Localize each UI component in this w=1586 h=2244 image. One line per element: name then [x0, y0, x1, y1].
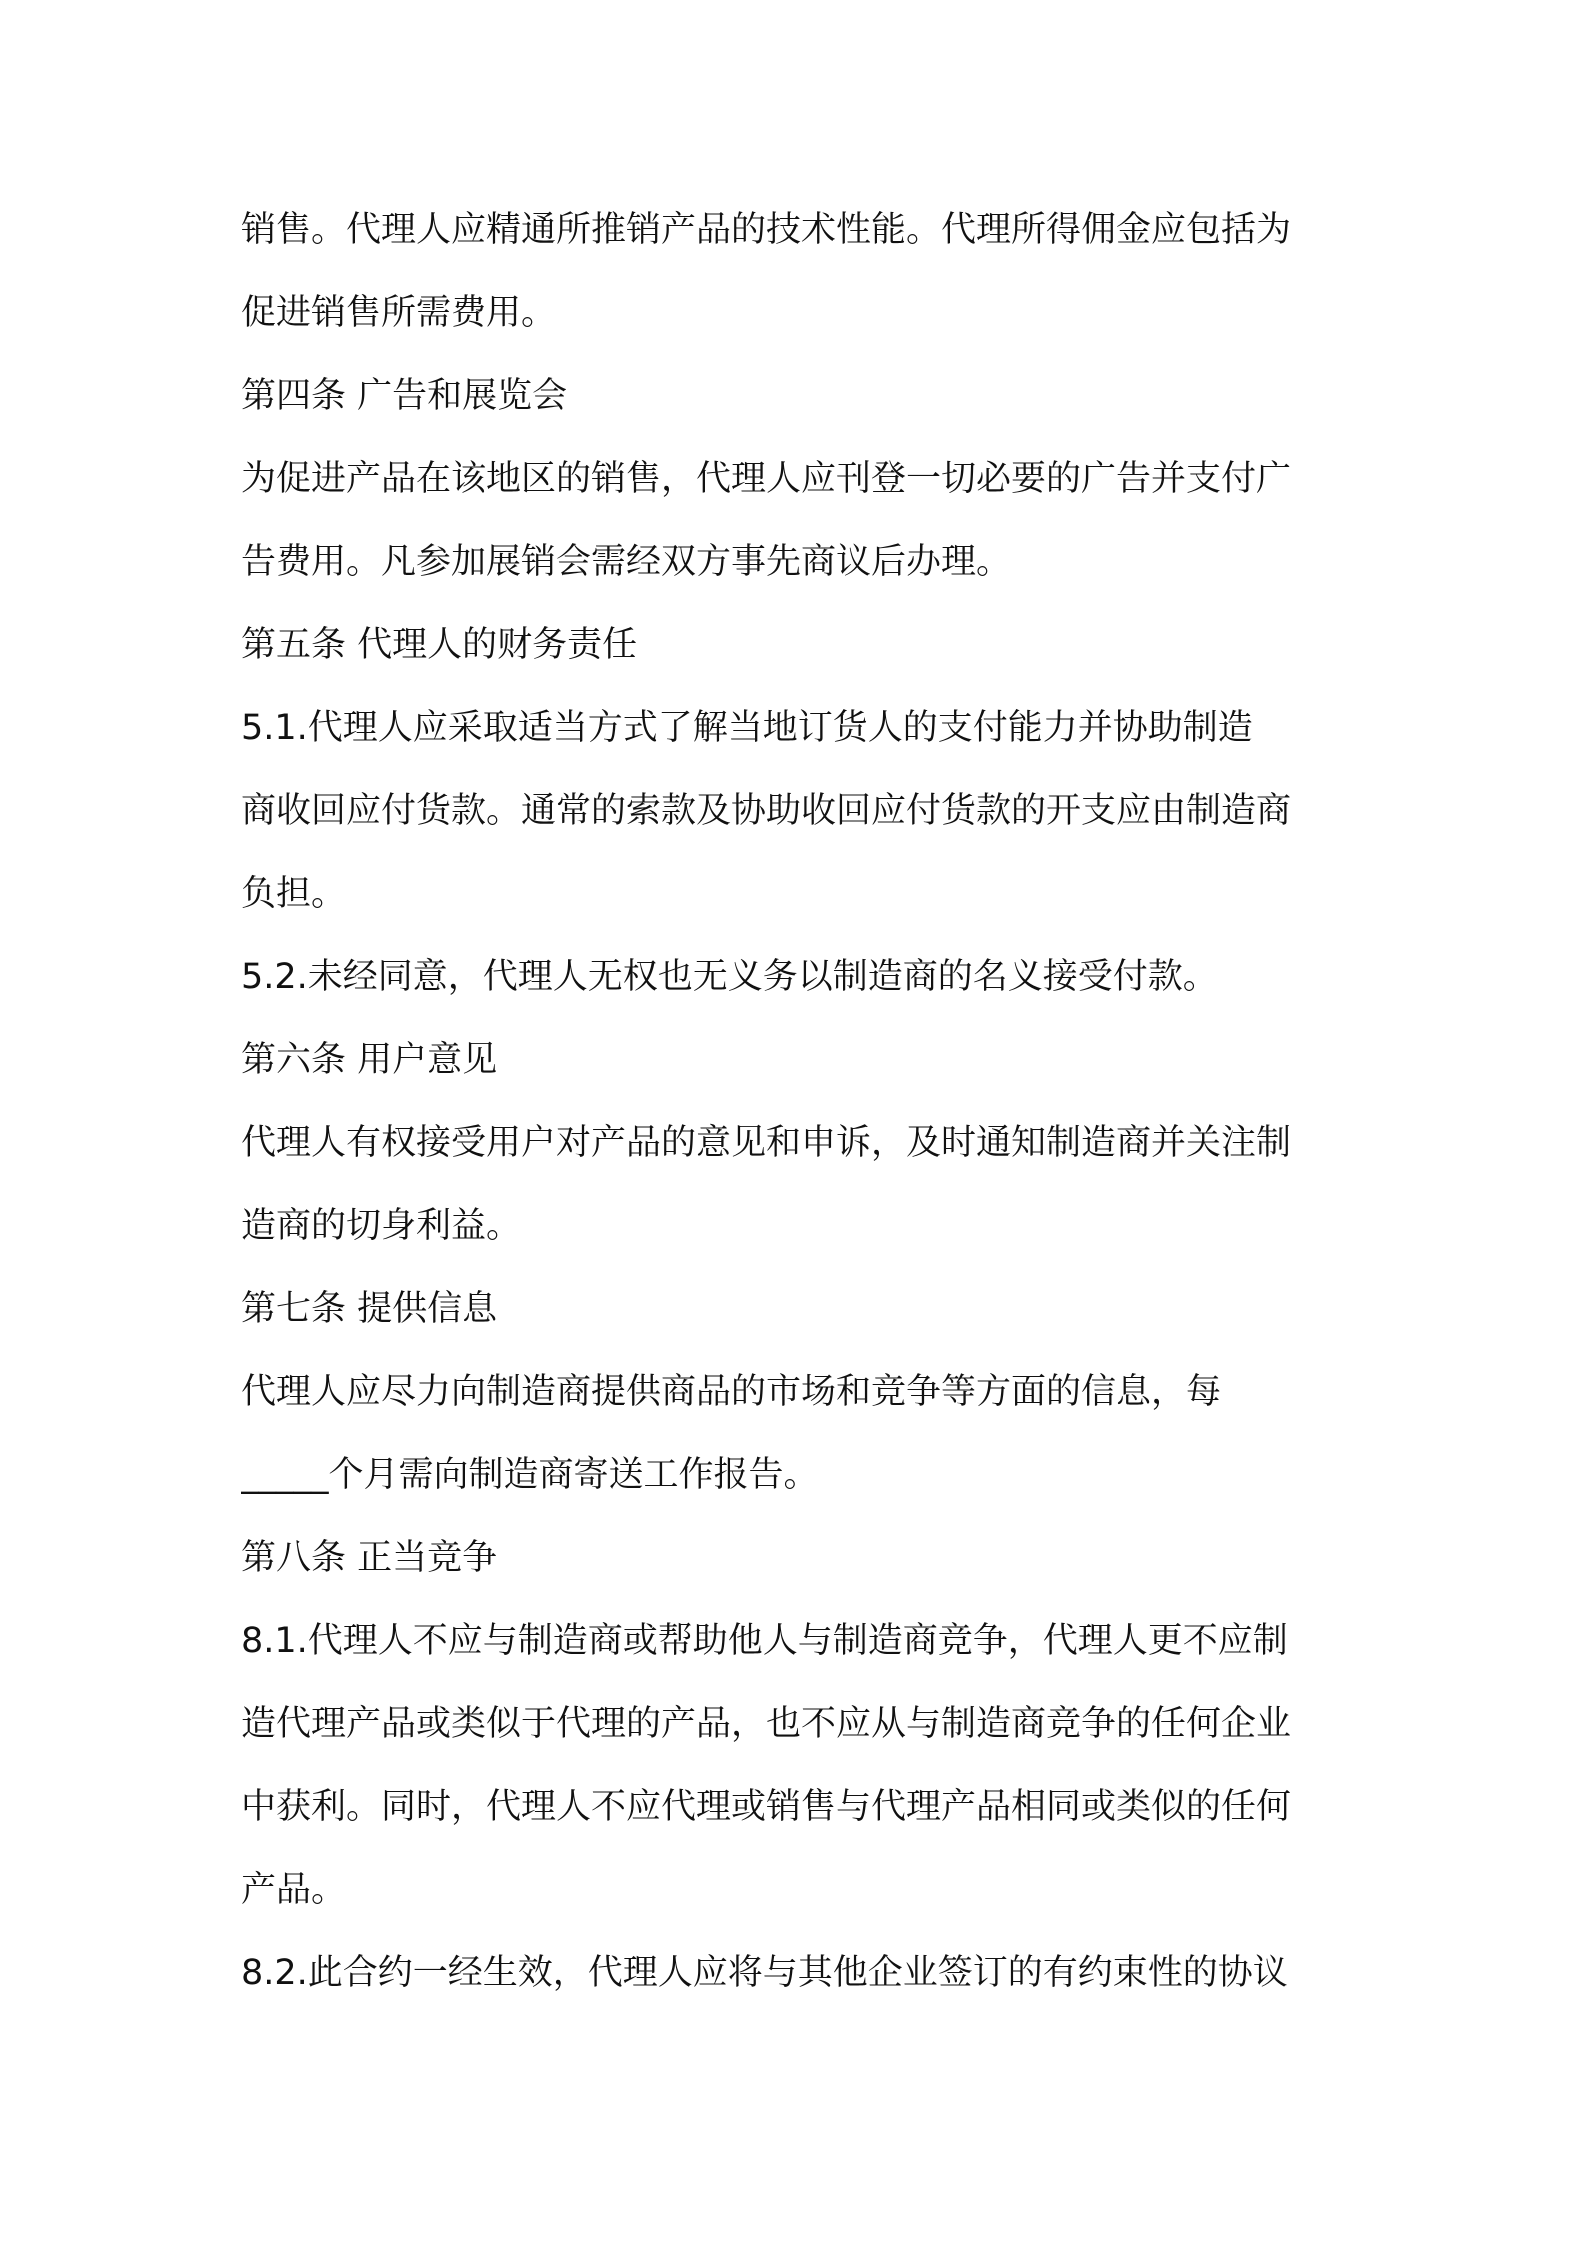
- text-line: 8.1.代理人不应与制造商或帮助他人与制造商竞争，代理人更不应制: [241, 1621, 1288, 1661]
- text-line: 8.2.此合约一经生效，代理人应将与其他企业签订的有约束性的协议: [241, 1953, 1288, 1993]
- text-line: 代理人有权接受用户对产品的意见和申诉，及时通知制造商并关注制: [241, 1123, 1292, 1163]
- section-heading-8: 第八条 正当竞争: [241, 1538, 498, 1578]
- section-heading-4: 第四条 广告和展览会: [241, 376, 568, 416]
- text-line-with-blank: _____个月需向制造商寄送工作报告。: [241, 1455, 819, 1495]
- text-line: 造代理产品或类似于代理的产品，也不应从与制造商竞争的任何企业: [241, 1704, 1292, 1744]
- section-heading-5: 第五条 代理人的财务责任: [241, 625, 638, 665]
- text-line: 负担。: [241, 874, 347, 914]
- text-line: 代理人应尽力向制造商提供商品的市场和竞争等方面的信息，每: [241, 1372, 1222, 1412]
- text-line: 5.2.未经同意，代理人无权也无义务以制造商的名义接受付款。: [241, 957, 1218, 997]
- text-line: 告费用。凡参加展销会需经双方事先商议后办理。: [241, 542, 1012, 582]
- text-line: 中获利。同时，代理人不应代理或销售与代理产品相同或类似的任何: [241, 1787, 1292, 1827]
- section-heading-7: 第七条 提供信息: [241, 1289, 498, 1329]
- text-line: 销售。代理人应精通所推销产品的技术性能。代理所得佣金应包括为: [241, 210, 1292, 250]
- text-line: 产品。: [241, 1870, 347, 1910]
- text-line: 为促进产品在该地区的销售，代理人应刊登一切必要的广告并支付广: [241, 459, 1292, 499]
- section-heading-6: 第六条 用户意见: [241, 1040, 498, 1080]
- text-line: 造商的切身利益。: [241, 1206, 522, 1246]
- text-line: 5.1.代理人应采取适当方式了解当地订货人的支付能力并协助制造: [241, 708, 1253, 748]
- text-line: 商收回应付货款。通常的索款及协助收回应付货款的开支应由制造商: [241, 791, 1292, 831]
- text-line: 促进销售所需费用。: [241, 293, 557, 333]
